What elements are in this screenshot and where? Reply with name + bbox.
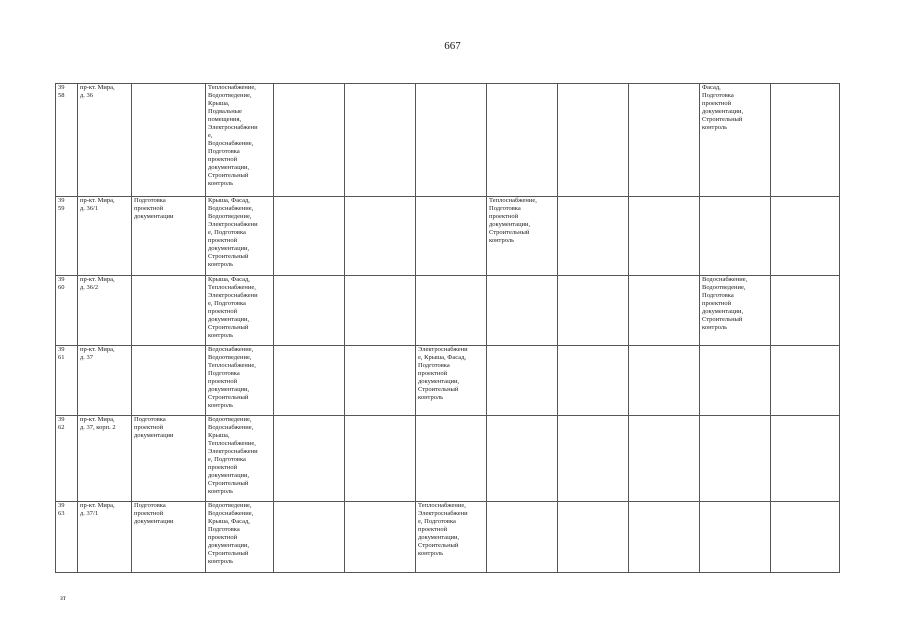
works-cell: Водоснабжение, Водоотведение, Подготовка проектной документации, Строительный контроль	[700, 276, 771, 346]
works-cell: Подготовка проектной документации	[132, 197, 206, 276]
table-cell	[132, 276, 206, 346]
works-cell: Подготовка проектной документации	[132, 502, 206, 573]
table-cell	[487, 346, 558, 416]
table-cell	[274, 84, 345, 197]
table-cell	[629, 416, 700, 502]
table-cell	[700, 346, 771, 416]
table-cell	[771, 276, 840, 346]
page-number: 667	[444, 40, 461, 52]
works-cell: Теплоснабжение, Подготовка проектной документации, Строительный контроль	[487, 197, 558, 276]
table-row	[56, 416, 840, 502]
address-cell: пр-кт. Мира, д. 36/1	[78, 197, 132, 276]
table-cell	[132, 84, 206, 197]
table-row	[56, 502, 840, 573]
table-cell	[700, 416, 771, 502]
row-number: 39 63	[56, 502, 78, 573]
table-cell	[345, 84, 416, 197]
table-cell	[416, 197, 487, 276]
table-cell	[487, 416, 558, 502]
works-cell: Водоснабжение, Водоотведение, Теплоснабжение, Подготовка проектной документации, Строительный контроль	[206, 346, 274, 416]
table-cell	[558, 197, 629, 276]
table-cell	[771, 346, 840, 416]
table-cell	[274, 416, 345, 502]
works-cell: Крыша, Фасад, Теплоснабжение, Электроснабжени е, Подготовка проектной документации, Строительный контроль	[206, 276, 274, 346]
table-cell	[416, 416, 487, 502]
row-number: 39 62	[56, 416, 78, 502]
works-cell: Теплоснабжение, Электроснабжени е, Подготовка проектной документации, Строительный контроль	[416, 502, 487, 573]
table-cell	[274, 197, 345, 276]
row-number: 39 58	[56, 84, 78, 197]
footer-mark: зт	[60, 594, 66, 602]
row-number: 39 59	[56, 197, 78, 276]
repair-schedule-table	[55, 83, 840, 573]
table-cell	[771, 197, 840, 276]
table-cell	[629, 276, 700, 346]
table-cell	[629, 502, 700, 573]
table-cell	[629, 197, 700, 276]
table-cell	[558, 346, 629, 416]
table-cell	[416, 84, 487, 197]
address-cell: пр-кт. Мира, д. 36/2	[78, 276, 132, 346]
works-cell: Подготовка проектной документации	[132, 416, 206, 502]
table-cell	[771, 416, 840, 502]
table-cell	[558, 416, 629, 502]
table-cell	[274, 502, 345, 573]
table-cell	[700, 197, 771, 276]
table-cell	[345, 502, 416, 573]
table-cell	[558, 276, 629, 346]
works-cell: Крыша, Фасад, Водоснабжение, Водоотведение, Электроснабжени е, Подготовка проектной документации, Строительный контроль	[206, 197, 274, 276]
works-cell: Теплоснабжение, Водоотведение, Крыша, Подвальные помещения, Электроснабжени е, Водоснабжение, Подготовка проектной документации, Строительный контроль	[206, 84, 274, 197]
table-cell	[700, 502, 771, 573]
table-cell	[487, 276, 558, 346]
table-cell	[487, 84, 558, 197]
table-row	[56, 197, 840, 276]
table-cell	[487, 502, 558, 573]
table-cell	[629, 346, 700, 416]
table-cell	[558, 502, 629, 573]
row-number: 39 61	[56, 346, 78, 416]
address-cell: пр-кт. Мира, д. 36	[78, 84, 132, 197]
table-cell	[345, 416, 416, 502]
table-cell	[132, 346, 206, 416]
table-row	[56, 84, 840, 197]
address-cell: пр-кт. Мира, д. 37	[78, 346, 132, 416]
table-cell	[771, 84, 840, 197]
address-cell: пр-кт. Мира, д. 37/1	[78, 502, 132, 573]
table-cell	[274, 276, 345, 346]
table-cell	[558, 84, 629, 197]
address-cell: пр-кт. Мира, д. 37, корп. 2	[78, 416, 132, 502]
works-cell: Электроснабжени е, Крыша, Фасад, Подготовка проектной документации, Строительный контроль	[416, 346, 487, 416]
table-cell	[274, 346, 345, 416]
table-cell	[771, 502, 840, 573]
works-cell: Водоотведение, Водоснабжение, Крыша, Теплоснабжение, Электроснабжени е, Подготовка проектной документации, Строительный контроль	[206, 416, 274, 502]
table-row	[56, 276, 840, 346]
table-cell	[345, 197, 416, 276]
row-number: 39 60	[56, 276, 78, 346]
table-cell	[345, 346, 416, 416]
table-cell	[345, 276, 416, 346]
table-row	[56, 346, 840, 416]
works-cell: Фасад, Подготовка проектной документации, Строительный контроль	[700, 84, 771, 197]
works-cell: Водоотведение, Водоснабжение, Крыша, Фасад, Подготовка проектной документации, Строительный контроль	[206, 502, 274, 573]
table-cell	[416, 276, 487, 346]
table-cell	[629, 84, 700, 197]
